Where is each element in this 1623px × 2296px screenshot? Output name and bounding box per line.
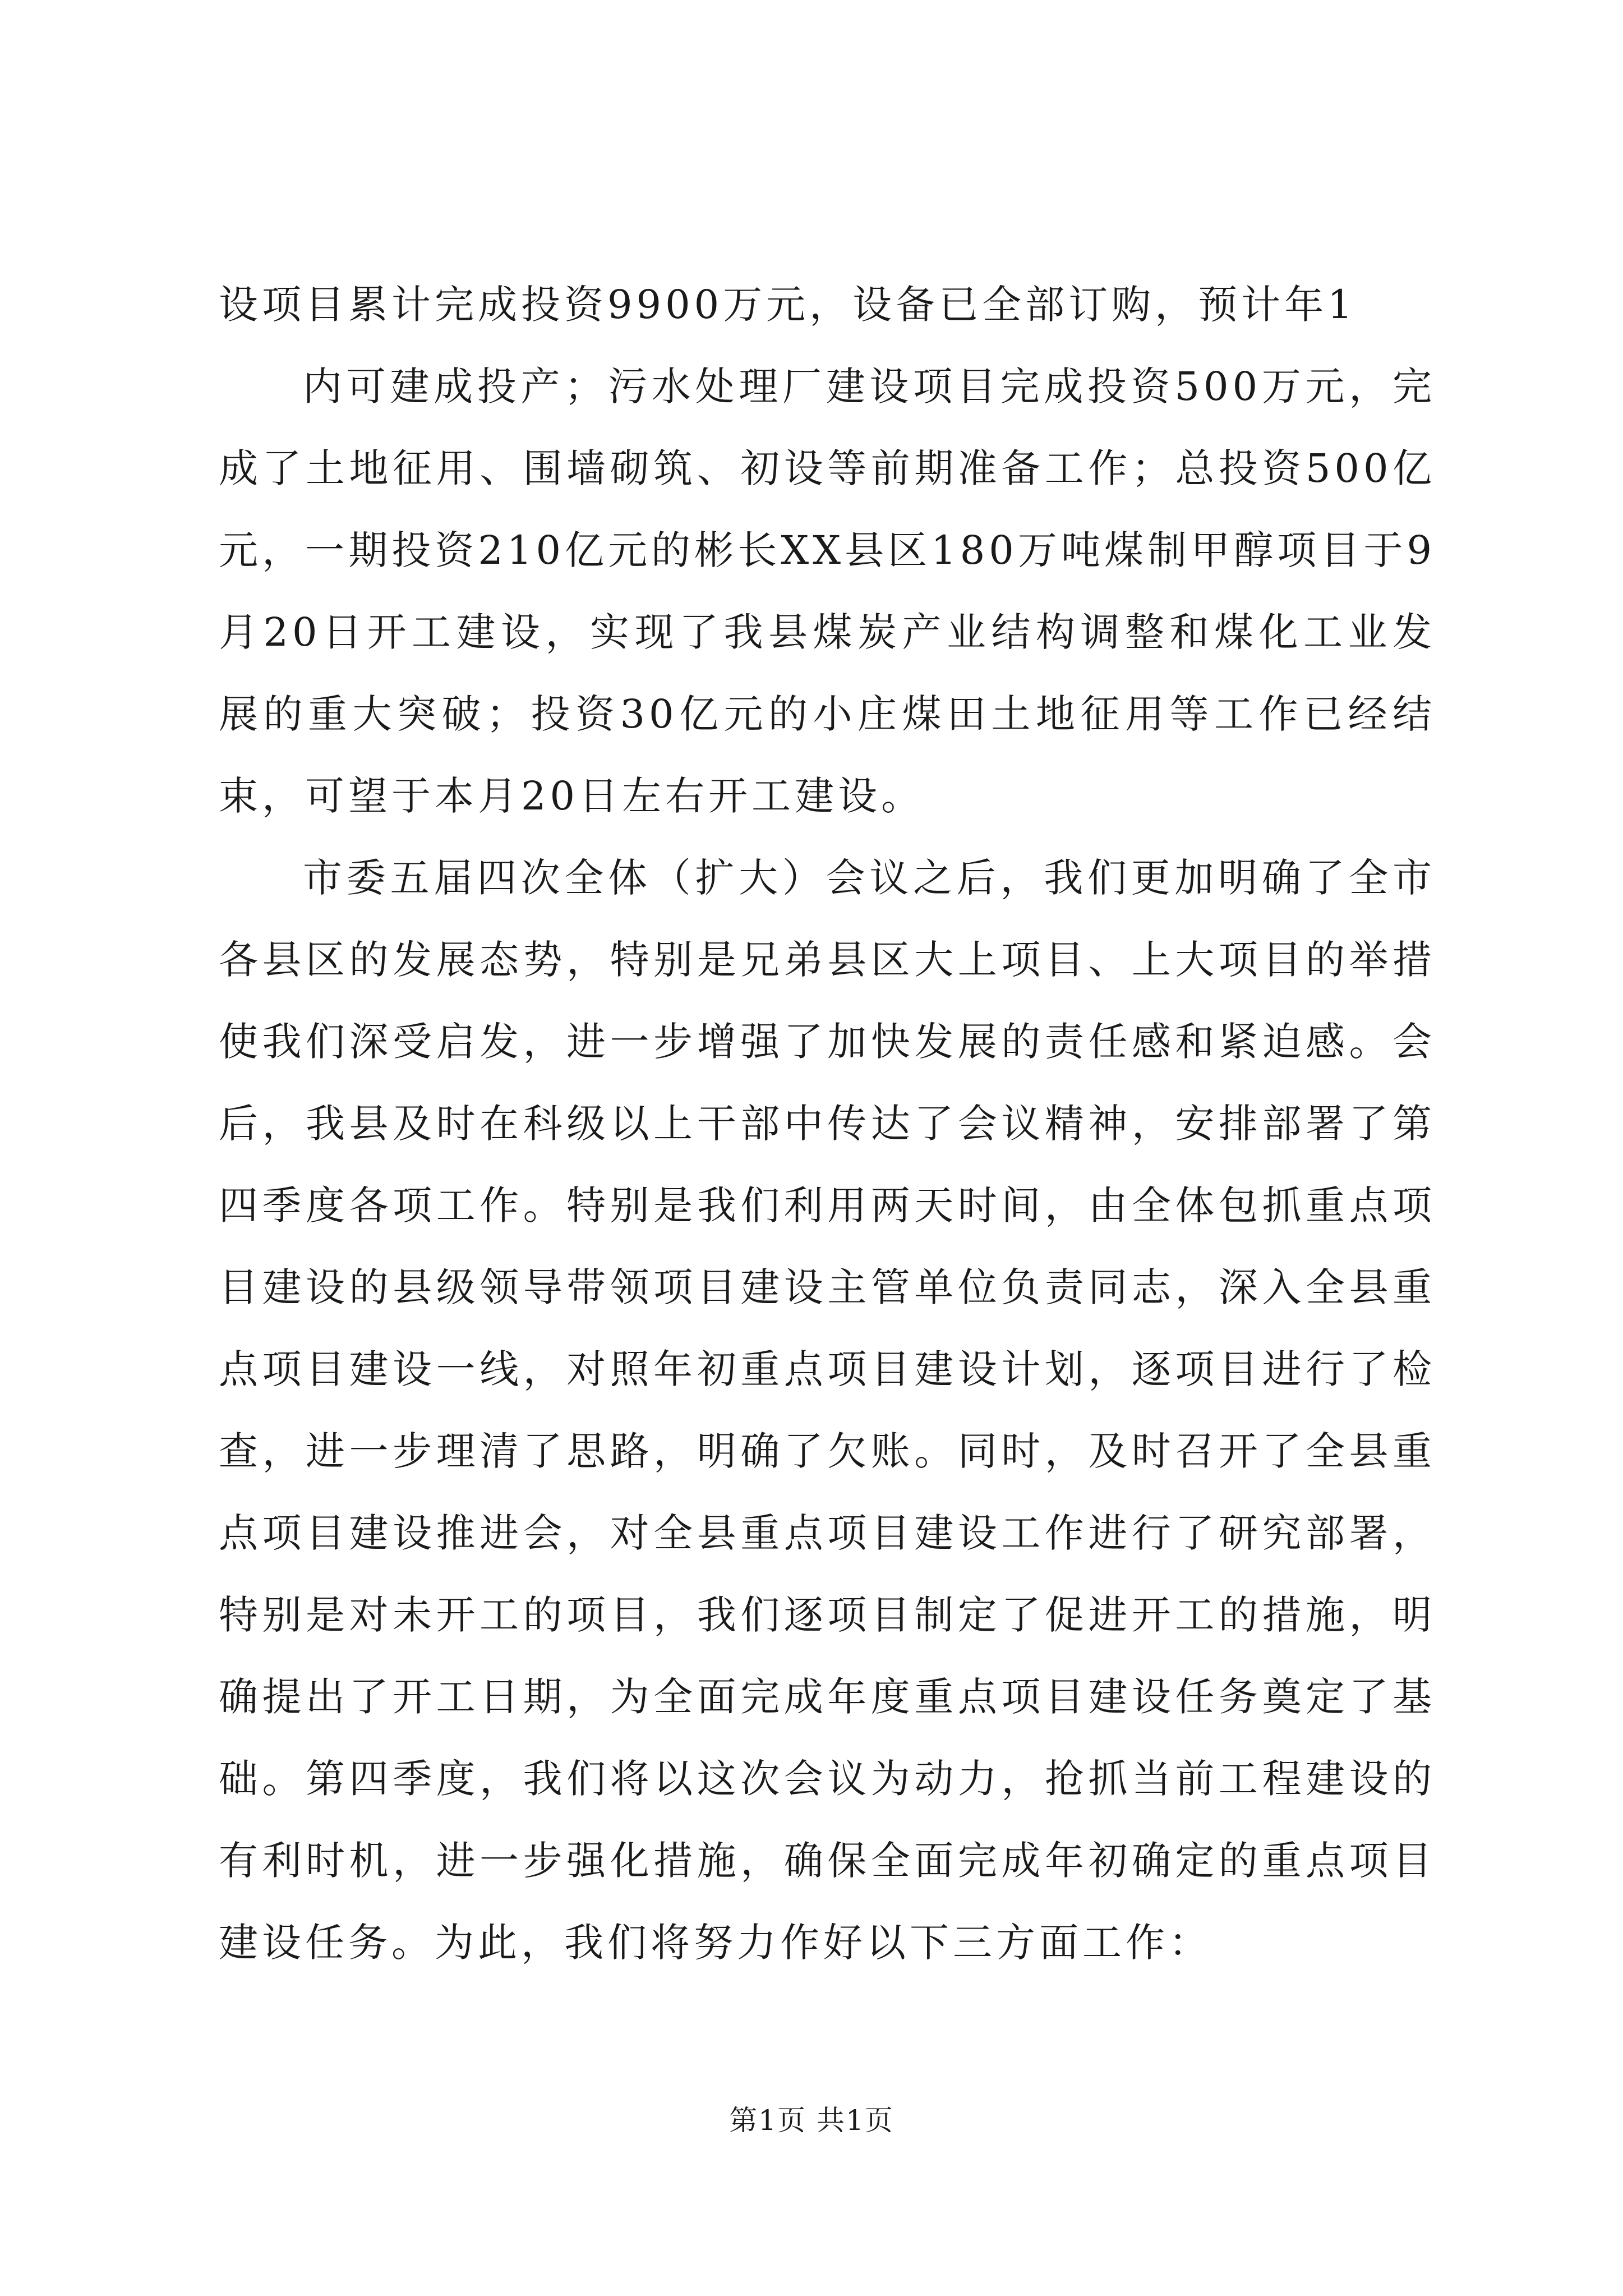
page-footer: 第1页 共1页 (729, 2104, 894, 2137)
document-body (219, 264, 1436, 1984)
paragraph-1: 设项目累计完成投资9900万元，设备已全部订购，预计年1 (219, 282, 1357, 328)
paragraph-3: 市委五届四次全体（扩大）会议之后，我们更加明确了全市各县区的发展态势，特别是兄弟县区大上项目、上大项目的举措使我们深受启发，进一步增强了加快发展的责任感和紧迫感。会后，我县及时在科级以上干部中传达了会议精神，安排部署了第四季度各项工作。特别是我们利用两天时间，由全体包抓重点项目建设的县级领导带领项目建设主管单位负责同志，深入全县重点项目建设一线，对照年初重点项目建设计划，逐项目进行了检查，进一步理清了思路，明确了欠账。同时，及时召开了全县重点项目建设推进会，对全县重点项目建设工作进行了研究部署，特别是对未开工的项目，我们逐项目制定了促进开工的措施，明确提出了开工日期，为全面完成年度重点项目建设任务奠定了基础。第四季度，我们将以这次会议为动力，抢抓当前工程建设的有利时机，进一步强化措施，确保全面完成年初确定的重点项目建设任务。为此，我们将努力作好以下三方面工作： (219, 855, 1436, 1966)
paragraph-2: 内可建成投产；污水处理厂建设项目完成投资500万元，完成了土地征用、围墙砌筑、初设等前期准备工作；总投资500亿元，一期投资210亿元的彬长XX县区180万吨煤制甲醇项目于9月20日开工建设，实现了我县煤炭产业结构调整和煤化工业发展的重大突破；投资30亿元的小庄煤田土地征用等工作已经结束，可望于本月20日左右开工建设。 (219, 364, 1436, 819)
